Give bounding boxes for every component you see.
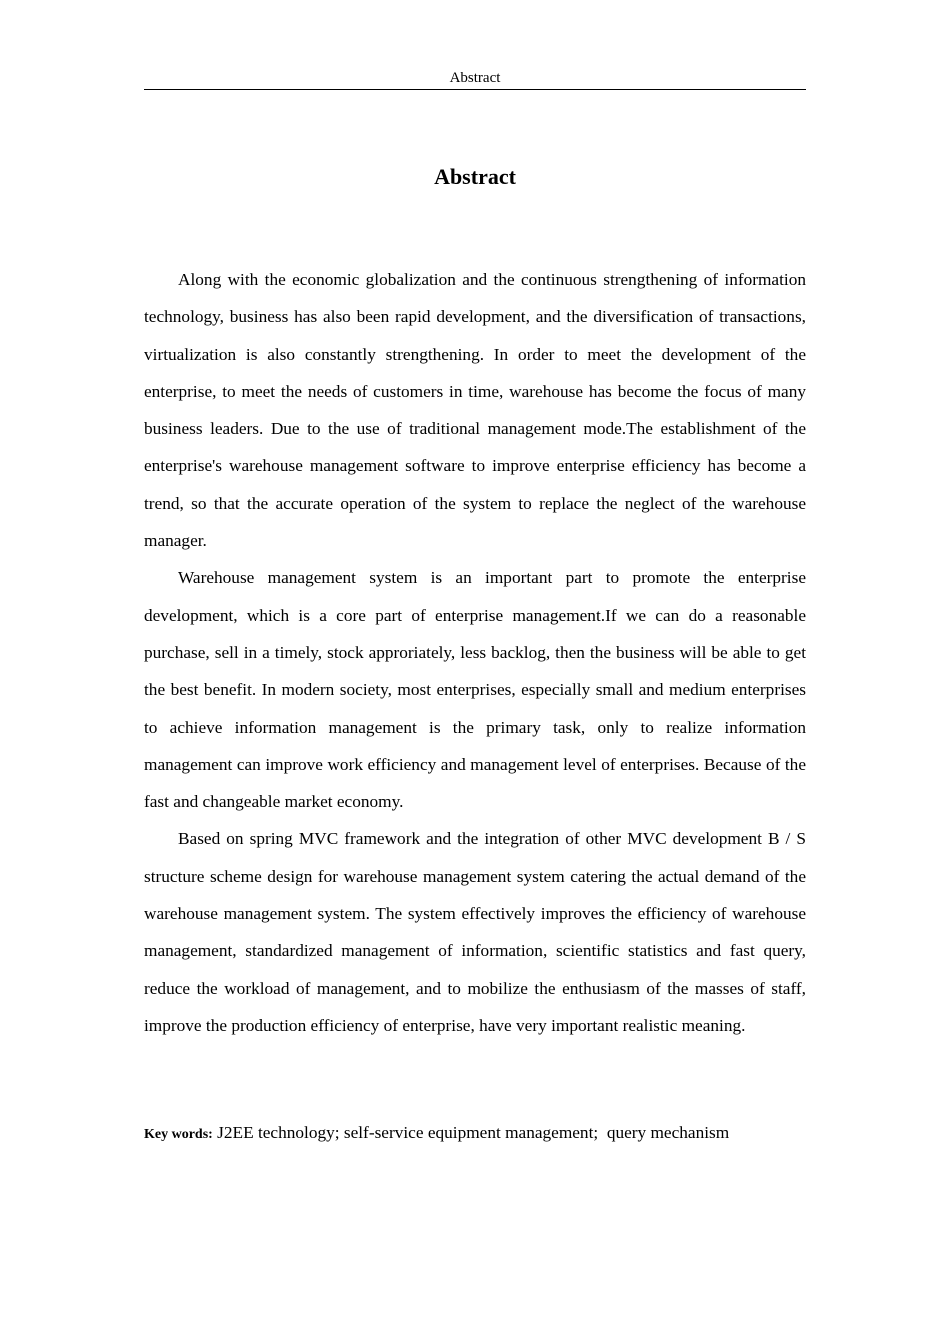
- abstract-body: [144, 261, 806, 1044]
- keywords-label: Key words:: [144, 1127, 213, 1142]
- running-header: Abstract: [449, 70, 501, 86]
- abstract-paragraph-1: Along with the economic globalization and the continuous strengthening of information technology, business has also been rapid development, and the diversification of transactions, virtualization is also constantly strengthening. In order to meet the development of the enterprise, to meet the needs of customers in time, warehouse has become the focus of many business leaders. Due to the use of traditional management mode.The establishment of the enterprise's warehouse management software to improve enterprise efficiency has become a trend, so that the accurate operation of the system to replace the neglect of the warehouse manager.: [144, 270, 806, 551]
- page-title: Abstract: [434, 164, 516, 189]
- abstract-paragraph-2: Warehouse management system is an important part to promote the enterprise development, which is a core part of enterprise management.If we can do a reasonable purchase, sell in a timely, stock approriately, less backlog, then the business will be able to get the best benefit. In modern society, most enterprises, especially small and medium enterprises to achieve information management is the primary task, only to realize information management can improve work efficiency and management level of enterprises. Because of the fast and changeable market economy.: [144, 568, 806, 812]
- abstract-paragraph-3: Based on spring MVC framework and the integration of other MVC development B / S structure scheme design for warehouse management system catering the actual demand of the warehouse management system. The system effectively improves the efficiency of warehouse management, standardized management of information, scientific statistics and fast query, reduce the workload of management, and to mobilize the enthusiasm of the masses of staff, improve the production efficiency of enterprise, have very important realistic meaning.: [144, 829, 806, 1035]
- header-rule: [144, 89, 806, 90]
- keywords-line: [144, 1120, 824, 1148]
- keywords-value: J2EE technology; self-service equipment management; query mechanism: [217, 1123, 730, 1142]
